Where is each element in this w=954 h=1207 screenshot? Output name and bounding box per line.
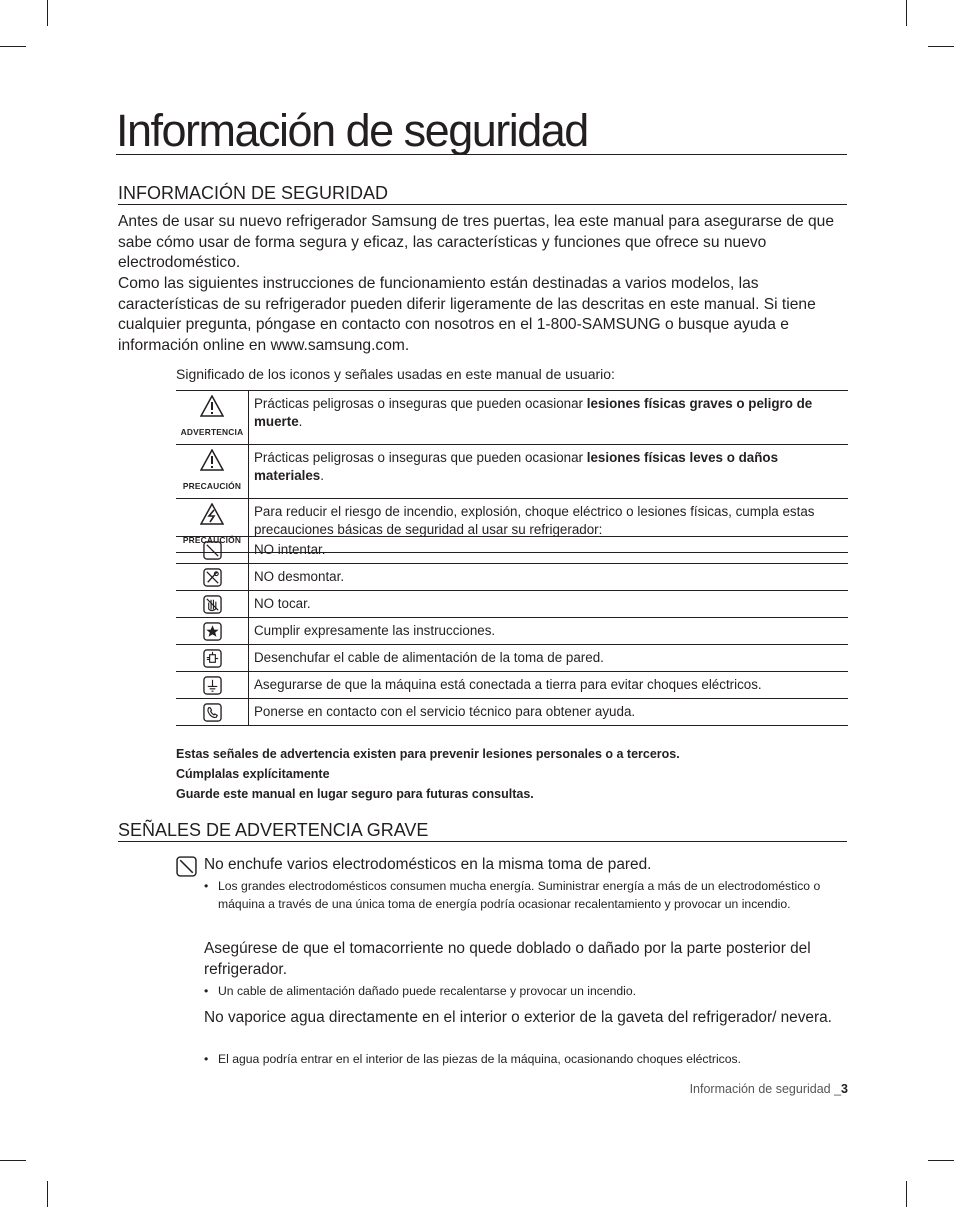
electric-shock-triangle-icon (200, 503, 224, 525)
signal-label: PRECAUCIÓN (182, 535, 242, 545)
signal-description: Para reducir el riesgo de incendio, explosión, choque eléctrico o lesiones físicas, cumpla estas precauciones básicas de seguridad al usar su refrigerador: (249, 499, 849, 553)
signal-icon-cell (176, 445, 249, 499)
symbol-icon-cell (176, 618, 249, 645)
symbol-icon-cell (176, 672, 249, 699)
warnings-note-line: Estas señales de advertencia existen para prevenir lesiones personales o a terceros. (176, 747, 680, 761)
symbol-description: NO intentar. (249, 537, 849, 564)
bullet-dot: • (204, 879, 209, 893)
do-not-icon (203, 541, 222, 560)
crop-mark (928, 1160, 954, 1161)
crop-mark (928, 46, 954, 47)
symbol-table (176, 536, 848, 726)
footer-text: Información de seguridad _ (689, 1082, 842, 1096)
do-not-disassemble-icon (203, 568, 222, 587)
signal-label: PRECAUCIÓN (182, 481, 242, 491)
warning-item-bullet: • Los grandes electrodomésticos consumen mucha energía. Suministrar energía a más de un electrodoméstico o máquina a través de una única toma de energía podría ocasionar recalentamiento y provocar un incendio. (204, 879, 821, 911)
legend-intro: Significado de los iconos y señales usadas en este manual de usuario: (176, 366, 615, 382)
crop-mark (906, 1181, 907, 1207)
follow-instructions-icon (203, 622, 222, 641)
symbol-icon-cell (176, 564, 249, 591)
table-row (176, 672, 848, 699)
symbol-icon-cell (176, 591, 249, 618)
page-footer (690, 1082, 848, 1096)
warnings-note (176, 744, 680, 804)
symbol-description: Cumplir expresamente las instrucciones. (249, 618, 849, 645)
warning-item-heading: No enchufe varios electrodomésticos en la misma toma de pared. (204, 856, 652, 873)
bullet-dot: • (204, 1052, 209, 1066)
warning-item-heading: Asegúrese de que el tomacorriente no quede doblado o dañado por la parte posterior del refrigerador. (204, 940, 811, 978)
table-row (176, 564, 848, 591)
signal-table (176, 390, 848, 553)
signal-description: Prácticas peligrosas o inseguras que pueden ocasionar lesiones físicas graves o peligro de muerte. (249, 391, 849, 445)
table-row (176, 645, 848, 672)
crop-mark (0, 46, 26, 47)
warning-item-bullet: • El agua podría entrar en el interior de las piezas de la máquina, ocasionando choques eléctricos. (204, 1052, 742, 1066)
unplug-icon (203, 649, 222, 668)
crop-mark (47, 1181, 48, 1207)
symbol-icon-cell (176, 645, 249, 672)
signal-icon-cell (176, 391, 249, 445)
table-row (176, 391, 848, 445)
symbol-description: Asegurarse de que la máquina está conectada a tierra para evitar choques eléctricos. (249, 672, 849, 699)
table-row (176, 618, 848, 645)
page-number: 3 (841, 1082, 848, 1096)
page-title: Información de seguridad (116, 108, 847, 155)
crop-mark (0, 1160, 26, 1161)
signal-description: Prácticas peligrosas o inseguras que pueden ocasionar lesiones físicas leves o daños materiales. (249, 445, 849, 499)
warning-item-heading: No vaporice agua directamente en el interior o exterior de la gaveta del refrigerador/ nevera. (204, 1009, 832, 1026)
symbol-icon-cell (176, 699, 249, 726)
symbol-description: NO desmontar. (249, 564, 849, 591)
bullet-dot: • (204, 984, 209, 998)
symbol-description: Ponerse en contacto con el servicio técnico para obtener ayuda. (249, 699, 849, 726)
warning-item-bullet: • Un cable de alimentación dañado puede recalentarse y provocar un incendio. (204, 984, 637, 998)
crop-mark (47, 0, 48, 26)
table-row (176, 537, 848, 564)
table-row (176, 591, 848, 618)
intro-paragraph: Antes de usar su nuevo refrigerador Samsung de tres puertas, lea este manual para asegurarse de que sabe cómo usar de forma segura y eficaz, las características y funciones que ofrece su nuevo electrodoméstico. (118, 213, 835, 271)
crop-mark (906, 0, 907, 26)
do-not-touch-icon (203, 595, 222, 614)
warnings-note-line: Guarde este manual en lugar seguro para futuras consultas. (176, 787, 534, 801)
table-row (176, 445, 848, 499)
warning-triangle-icon (200, 395, 224, 417)
do-not-icon (176, 856, 197, 877)
phone-icon (203, 703, 222, 722)
section-heading: INFORMACIÓN DE SEGURIDAD (118, 182, 847, 205)
symbol-description: NO tocar. (249, 591, 849, 618)
signal-label: ADVERTENCIA (180, 427, 244, 437)
symbol-icon-cell (176, 537, 249, 564)
section-heading: SEÑALES DE ADVERTENCIA GRAVE (118, 819, 847, 842)
table-row (176, 699, 848, 726)
warnings-note-line: Cúmplalas explícitamente (176, 767, 330, 781)
warning-triangle-icon (200, 449, 224, 471)
intro-paragraph: Como las siguientes instrucciones de funcionamiento están destinadas a varios modelos, las características de su refrigerador pueden diferir ligeramente de las descritas en este manual. Si tiene cualquier pregunta, póngase en contacto con nosotros en el 1-800-SAMSUNG o busque ayuda e información online en www.samsung.com. (118, 275, 816, 354)
ground-icon (203, 676, 222, 695)
symbol-description: Desenchufar el cable de alimentación de la toma de pared. (249, 645, 849, 672)
